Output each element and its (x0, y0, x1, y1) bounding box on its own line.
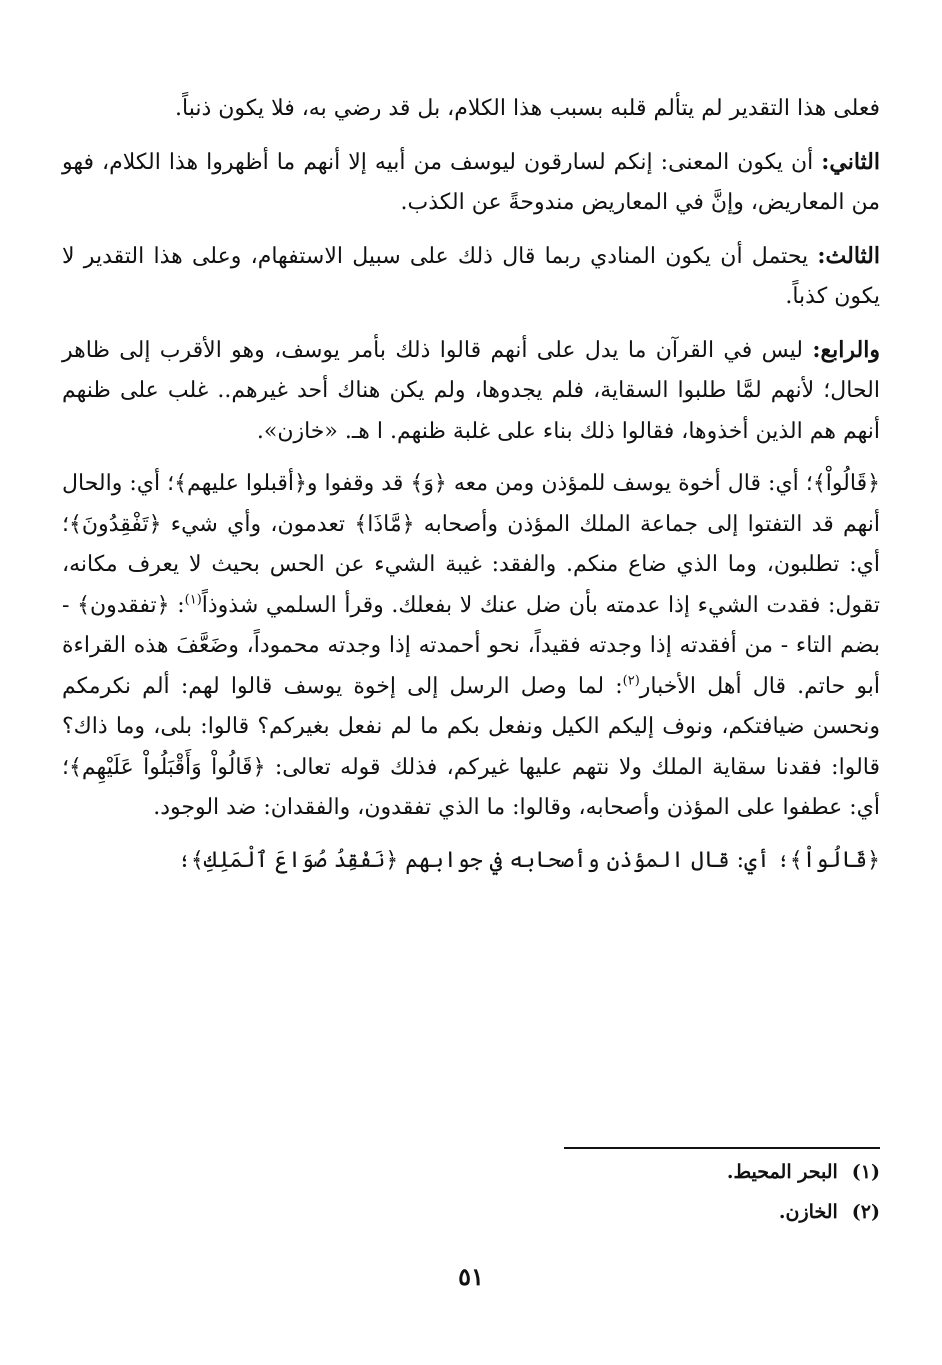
footnote-number: (١) (851, 1161, 880, 1183)
footnote-divider (564, 1147, 880, 1149)
paragraph-text: ﴿قَالُواْ﴾؛ أي: قال المؤذن وأصحابه في جوابهم ﴿نَفْقِدُ صُوَاعَ ٱلْمَلِكِ﴾؛ (178, 847, 880, 873)
paragraph-text: يحتمل أن يكون المنادي ربما قال ذلك على سبيل الاستفهام، وعلى هذا التقدير لا يكون كذباً. (62, 243, 880, 309)
footnote-text: الخازن. (778, 1201, 838, 1223)
paragraph-last (62, 841, 880, 882)
paragraph-lead: والرابع: (812, 336, 880, 363)
footnote-item (62, 1200, 880, 1225)
paragraph-main (62, 464, 880, 829)
page-body (62, 88, 880, 893)
paragraph-text: أن يكون المعنى: إنكم لسارقون ليوسف من أبيه إلا أنهم ما أظهروا هذا الكلام، فهو من المعاريض، وإنَّ في المعاريض مندوحةً عن الكذب. (62, 149, 880, 215)
paragraph-text: فعلى هذا التقدير لم يتألم قلبه بسبب هذا الكلام، بل قد رضي به، فلا يكون ذنباً. (175, 96, 880, 121)
footnote-number: (٢) (851, 1201, 880, 1223)
paragraph-text: ليس في القرآن ما يدل على أنهم قالوا ذلك بأمر يوسف، وهو الأقرب إلى ظاهر الحال؛ لأنهم لمَّا طلبوا السقاية، فلم يجدوها، ولم يكن هناك أحد غيرهم.. غلب على ظنهم أنهم هم الذين أخذوها، فقالوا ذلك بناء على غلبة ظنهم. ا هـ. «خازن». (62, 337, 880, 444)
footnotes (62, 1160, 880, 1240)
paragraph-text: : ﴿تفقدون﴾ - بضم التاء - من أفقدته إذا وجدته فقيداً، نحو أحمدته إذا وجدته محموداً، وضَعَّفَ هذه القراءة أبو حاتم. قال أهل الأخبار (62, 592, 880, 699)
footnote-text: البحر المحيط. (726, 1161, 838, 1183)
footnote-ref[interactable]: (١) (184, 592, 202, 608)
paragraph-intro (62, 88, 880, 130)
paragraph-second (62, 142, 880, 224)
footnote-item (62, 1160, 880, 1185)
paragraph-lead: الثالث: (817, 242, 880, 269)
page-number: ٥١ (458, 1262, 484, 1291)
footnote-ref[interactable]: (٢) (622, 673, 640, 689)
paragraph-third (62, 236, 880, 318)
paragraph-text: : لما وصل الرسل إلى إخوة يوسف قالوا لهم: ألم نكرمكم ونحسن ضيافتكم، ونوف إليكم الكيل ونفعل بكم ما لم نفعل بغيركم؟ قالوا: بلى، وما ذاك؟ قالوا: فقدنا سقاية الملك ولا نتهم عليها غيركم، فذلك قوله تعالى: ﴿قَالُواْ وَأَقْبَلُواْ عَلَيْهِم﴾؛ أي: عطفوا على المؤذن وأصحابه، وقالوا: ما الذي تفقدون، والفقدان: ضد الوجود. (62, 673, 880, 820)
paragraph-lead: الثاني: (821, 148, 880, 175)
paragraph-text: ﴿قَالُواْ﴾؛ أي: قال أخوة يوسف للمؤذن ومن معه ﴿وَ﴾ قد وقفوا و﴿أقبلوا عليهم﴾؛ أي: والحال أنهم قد التفتوا إلى جماعة الملك المؤذن وأصحابه ﴿مَّاذَا﴾ تعدمون، وأي شيء ﴿تَفْقِدُونَ﴾؛ أي: تطلبون، وما الذي ضاع منكم. والفقد: غيبة الشيء عن الحس بحيث لا يعرف مكانه، تقول: فقدت الشيء إذا عدمته بأن ضل عنك لا بفعلك. وقرأ السلمي شذوذاً (62, 471, 880, 618)
paragraph-fourth (62, 330, 880, 453)
